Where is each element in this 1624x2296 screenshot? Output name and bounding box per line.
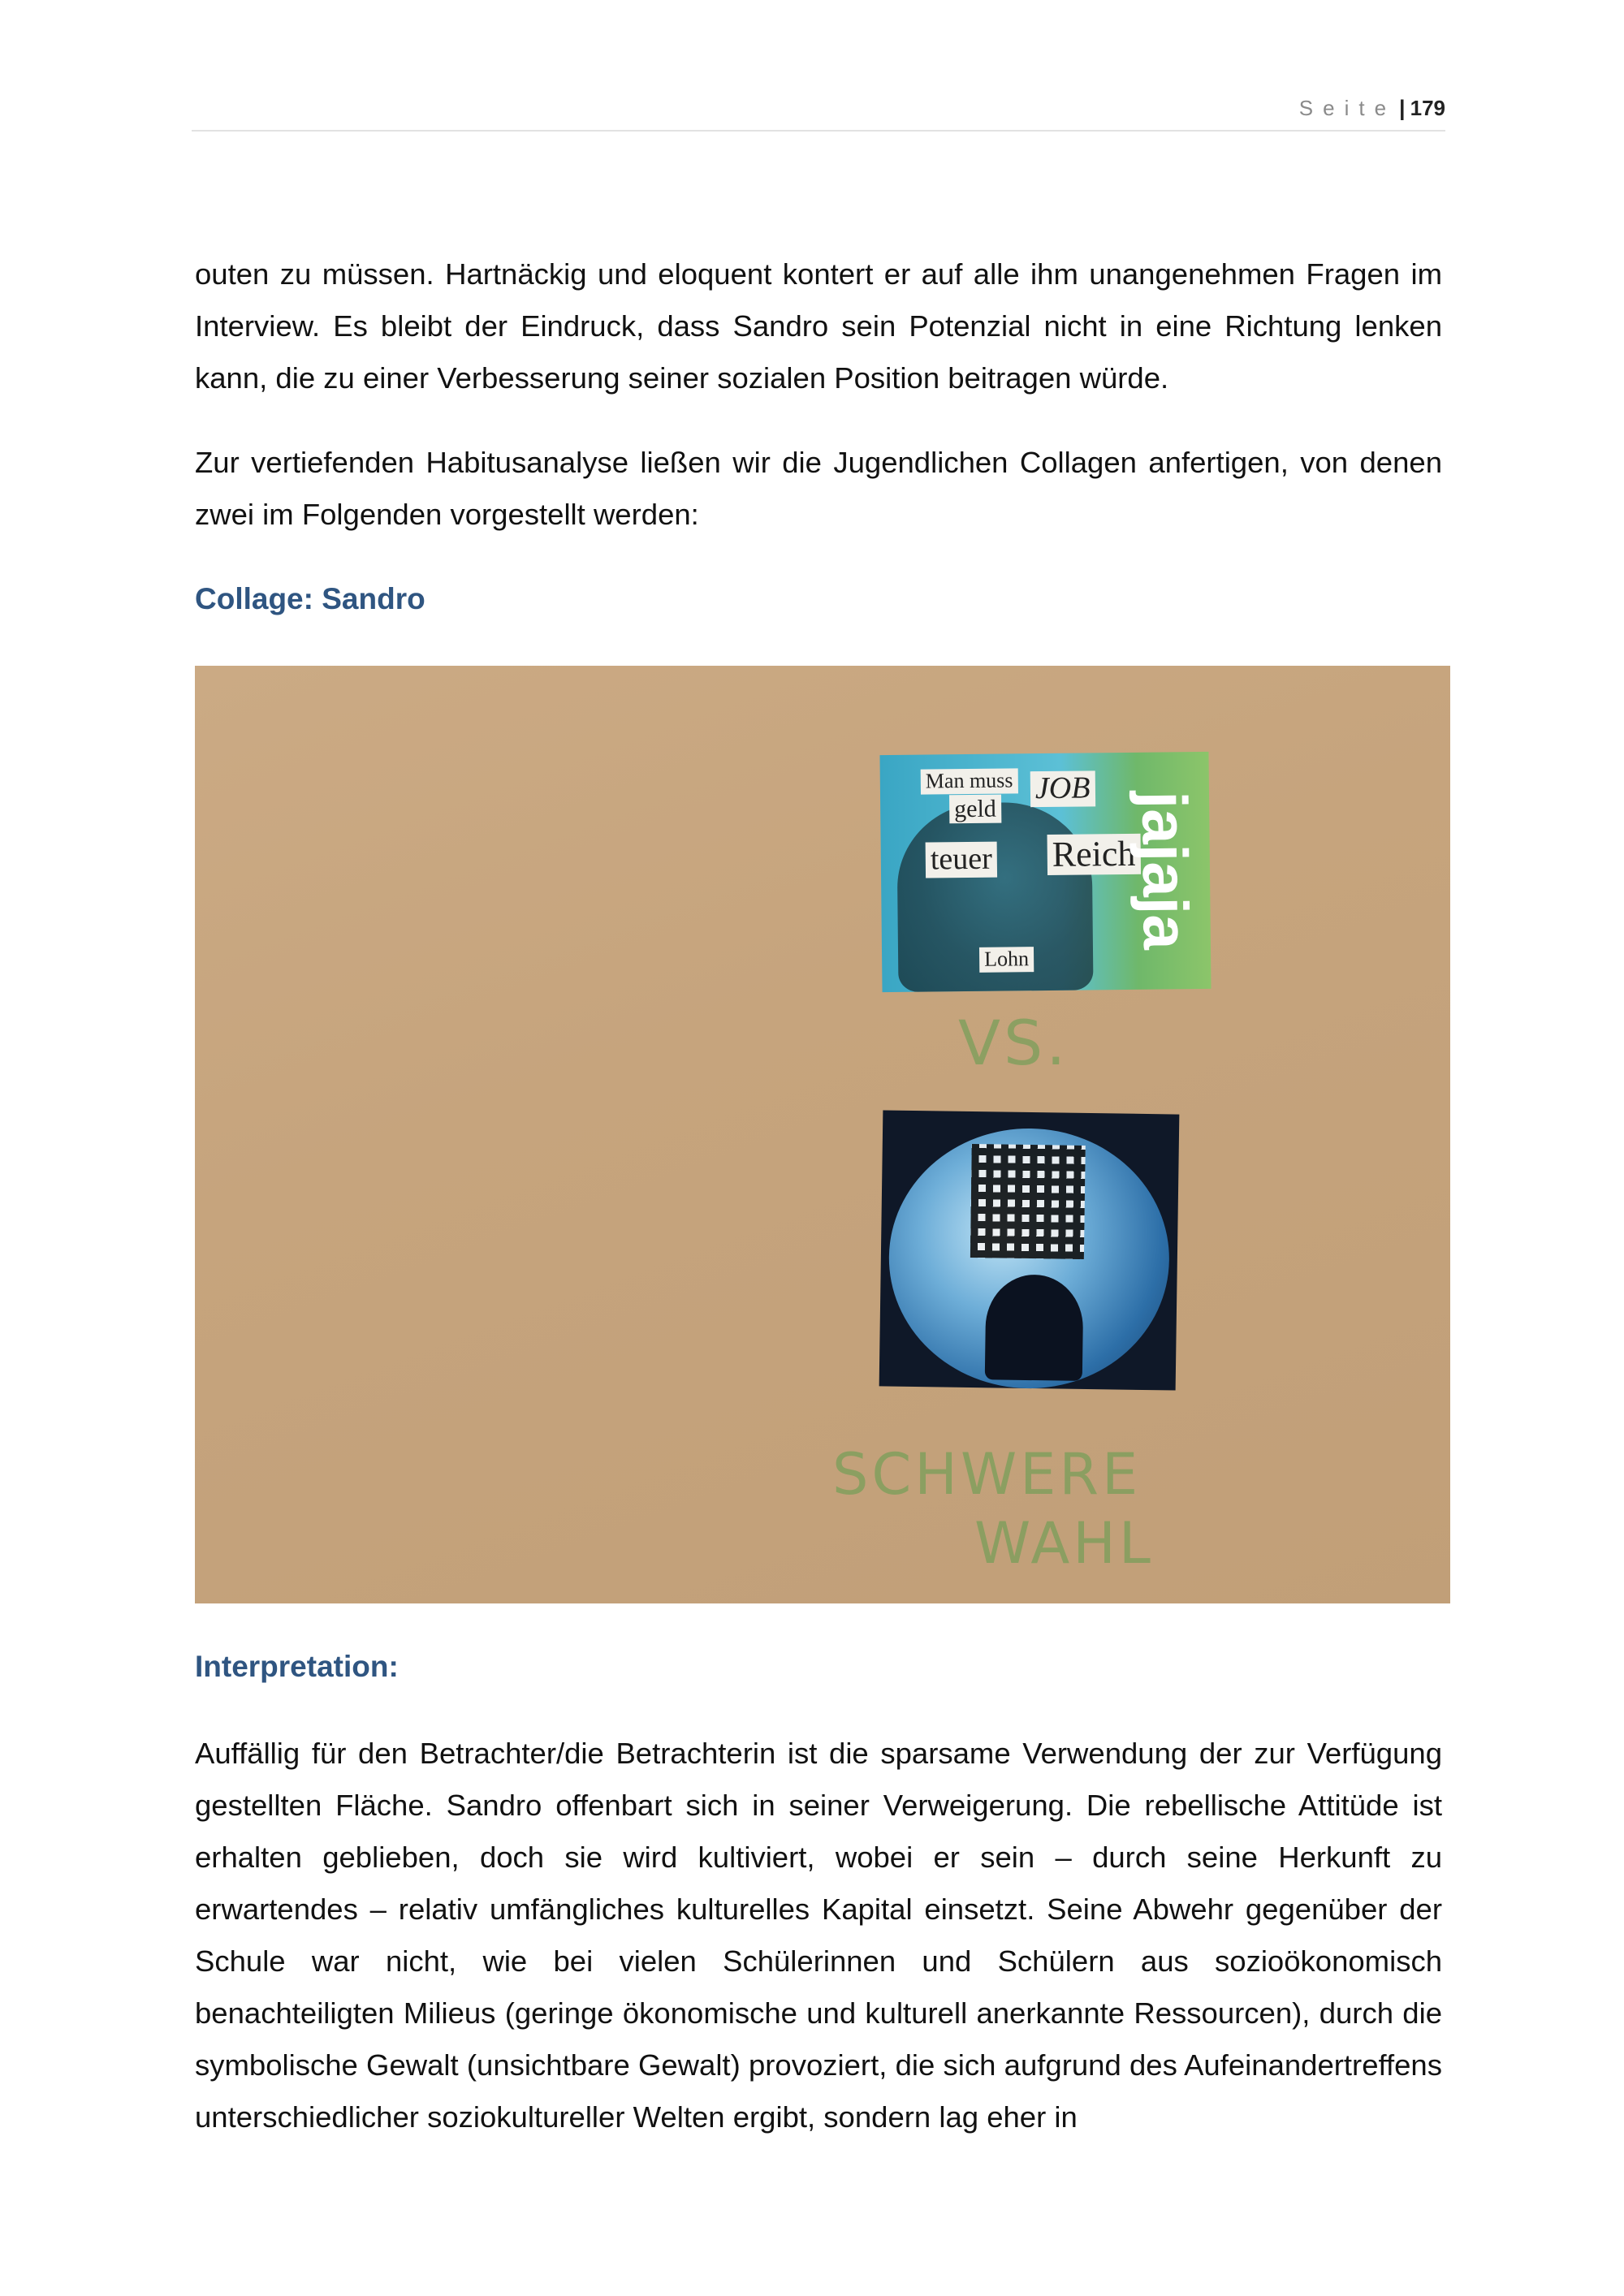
person-silhouette [985, 1274, 1084, 1381]
paragraph-intro: outen zu müssen. Hartnäckig und eloquent kontert er auf alle ihm unangenehmen Fragen im Interview. Es bleibt der Eindruck, dass Sandro sein Potenzial nicht in eine Richtung lenken kann, die zu einer Verbesserung seiner sozialen Position beitragen würde. [195, 257, 1442, 395]
collage-heading: Collage: Sandro [195, 582, 425, 615]
marker-wahl: WAHL [974, 1510, 1154, 1577]
clipping-job: JOB [1030, 770, 1095, 807]
page-header [192, 96, 1445, 132]
collage-photo [195, 666, 1450, 1603]
vertical-word: jajaja [1128, 791, 1203, 951]
clipping-teuer: teuer [926, 842, 997, 878]
clipping-lohn: Lohn [979, 947, 1034, 972]
marker-schwere: SCHWERE [832, 1441, 1142, 1508]
interpretation-heading: Interpretation: [195, 1650, 399, 1683]
clipping-geld: geld [949, 795, 1001, 824]
header-separator: | [1399, 96, 1406, 120]
qr-code [970, 1144, 1086, 1259]
clipping-reich: Reich [1047, 834, 1141, 876]
interpretation-paragraph: Auffällig für den Betrachter/die Betrachterin ist die sparsame Verwendung der zur Verfügung gestellten Fläche. Sandro offenbart sich in seiner Verweigerung. Die rebellische Attitüde ist erhalten geblieben, doch sie wird kultiviert, wobei er sein – durch seine Herkunft zu erwartendes – relativ umfängliches kulturelles Kapital einsetzt. Seine Abwehr gegenüber der Schule war nicht, wie bei vielen Schülerinnen und Schülern aus sozioökonomisch benachteiligten Milieus (geringe ökonomische und kulturell anerkannte Ressourcen), durch die symbolische Gewalt (unsichtbare Gewalt) provoziert, die sich aufgrund des Aufeinandertreffens unterschiedlicher soziokultureller Welten ergibt, sondern lag eher in [195, 1737, 1442, 2134]
header-label: Seite [1298, 96, 1397, 120]
page-number: 179 [1410, 96, 1445, 120]
collage-card-face [879, 752, 1211, 992]
collage-card-moon [879, 1110, 1180, 1390]
clipping-man-muss: Man muss [921, 768, 1018, 794]
paragraph-collage-intro: Zur vertiefenden Habitusanalyse ließen wir die Jugendlichen Collagen anfertigen, von denen zwei im Folgenden vorgestellt werden: [195, 446, 1442, 531]
marker-vs: VS. [958, 1007, 1069, 1079]
